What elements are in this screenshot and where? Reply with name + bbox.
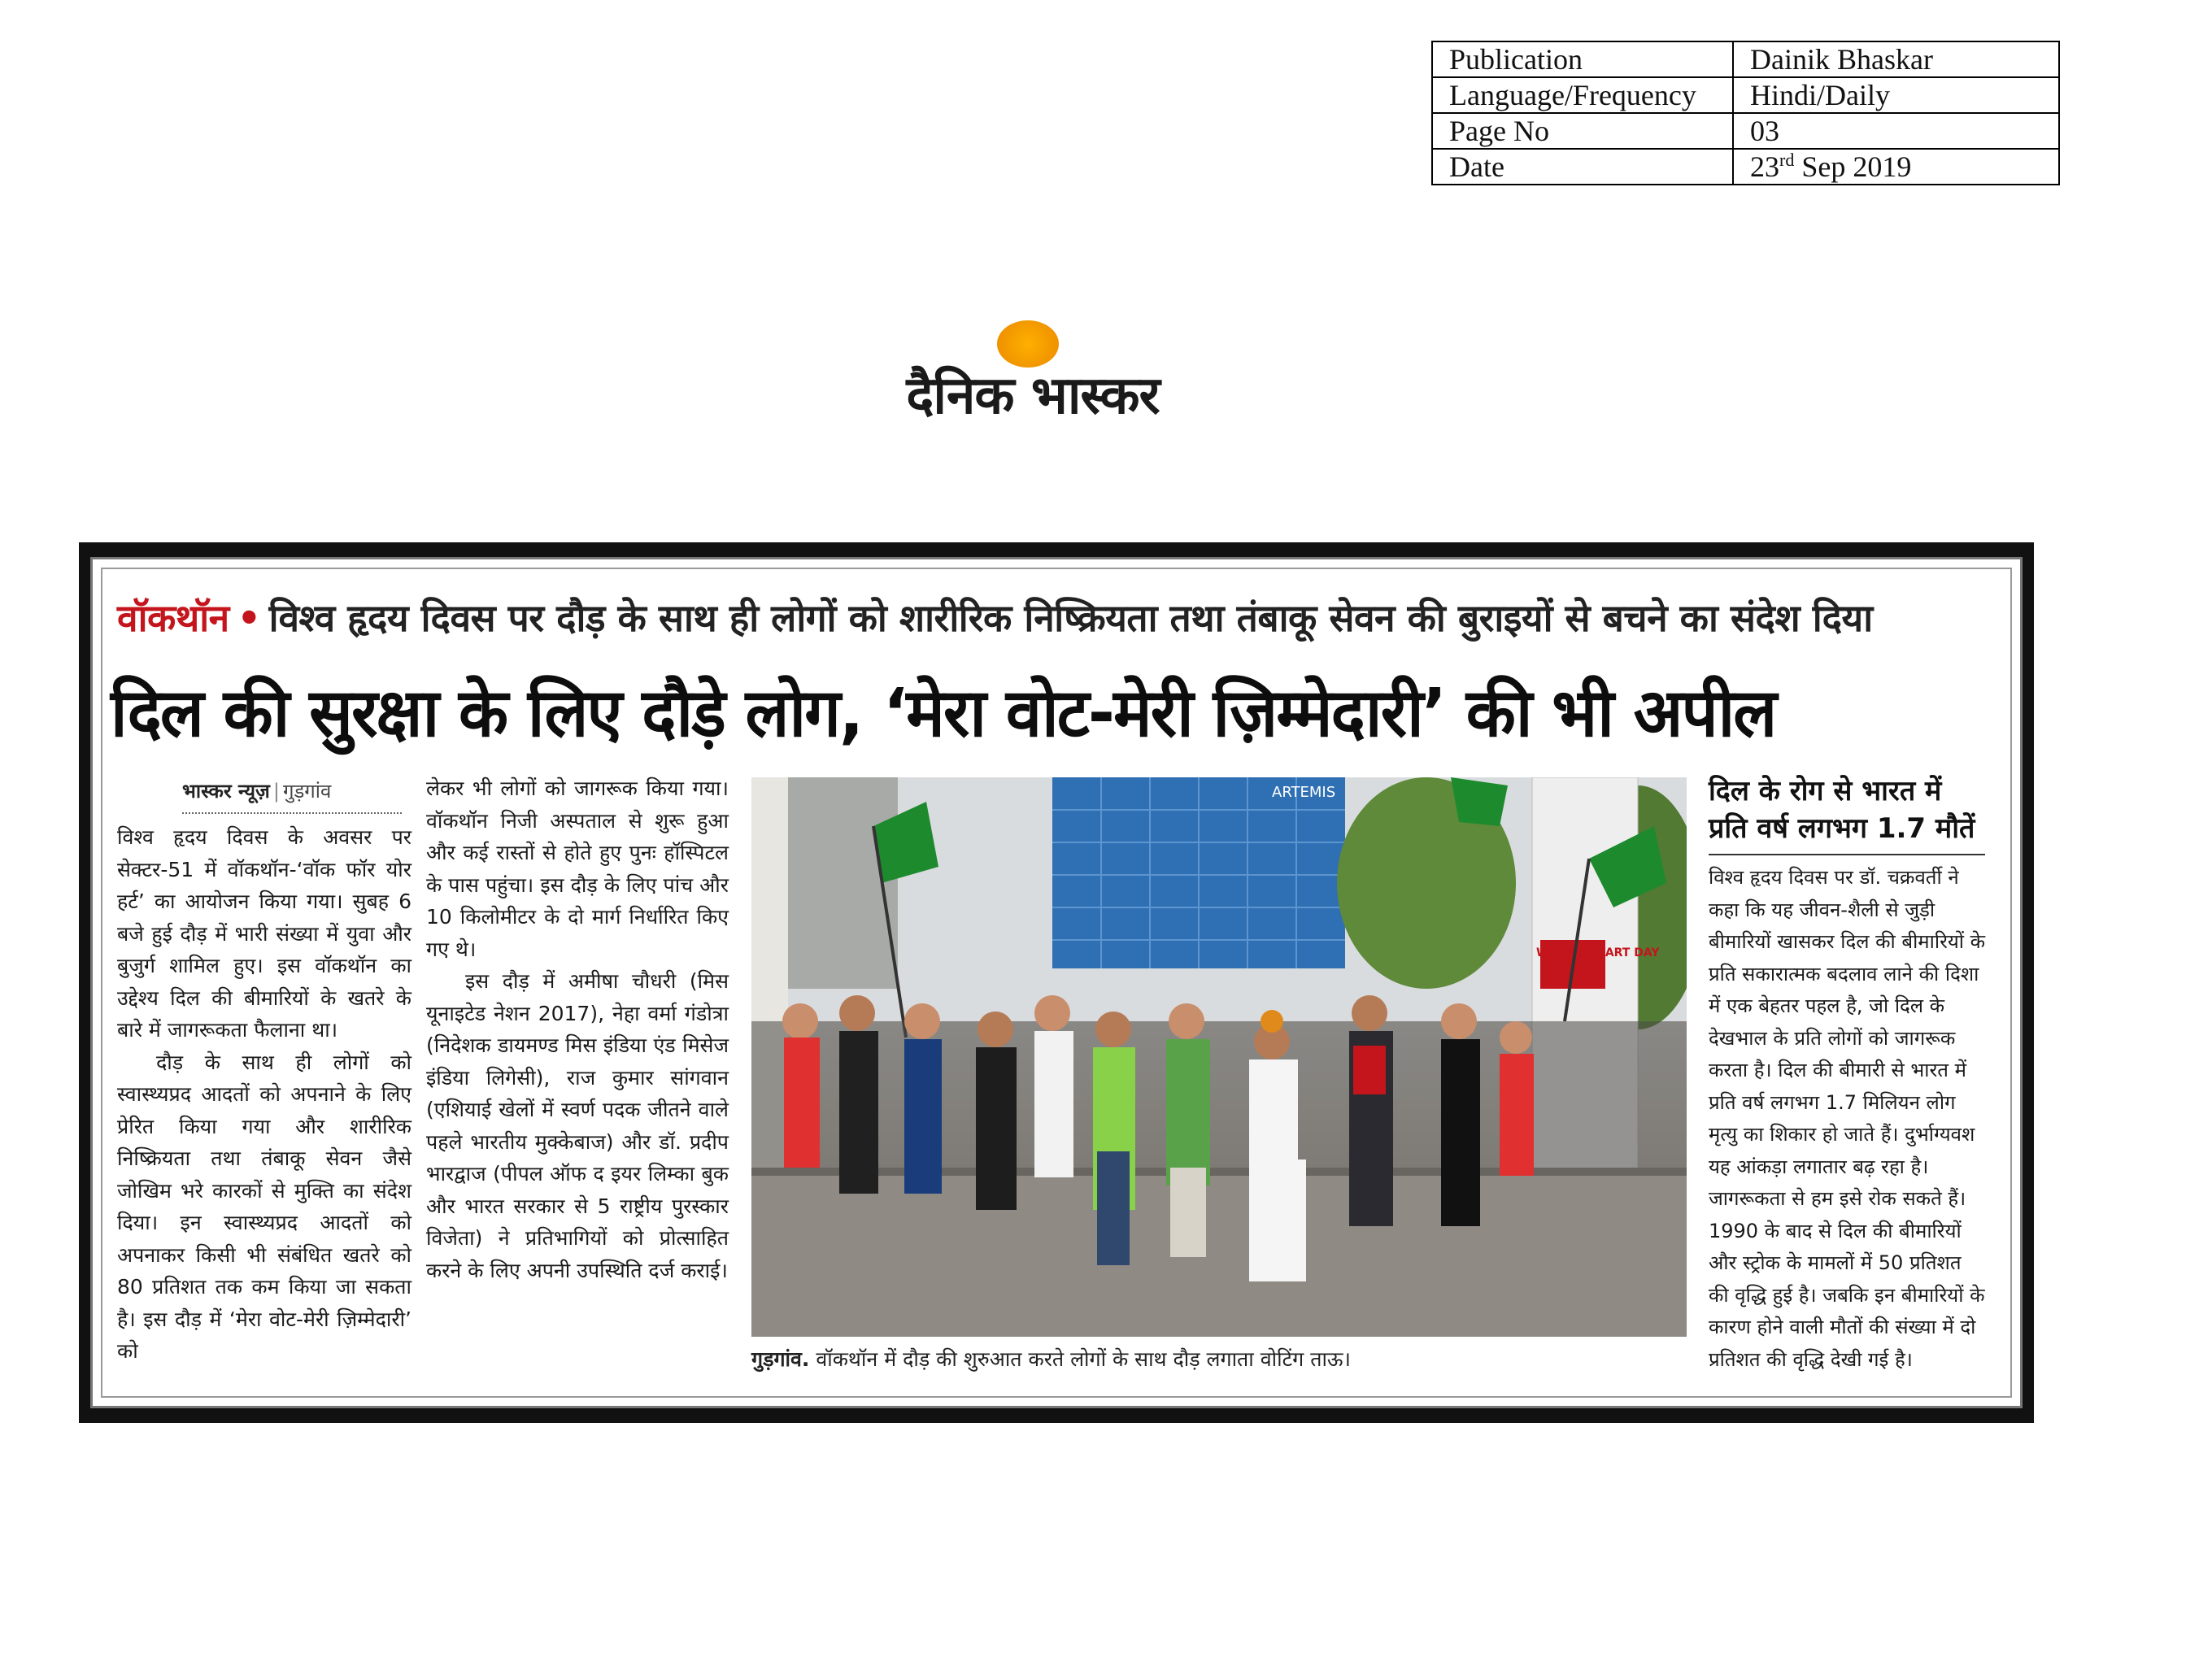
event-photo [751,777,1687,1337]
photo-caption [751,1345,1687,1373]
publication-info-table [1431,41,2060,185]
building-sign: ARTEMIS [1272,784,1336,801]
caption-place: गुड़गांव. [751,1347,810,1371]
meta-value: Hindi/Daily [1733,77,2059,113]
meta-value: 03 [1733,113,2059,149]
table-row [1432,113,2059,149]
article-column-1 [117,821,411,1368]
table-row [1432,41,2059,77]
byline [182,777,402,814]
divider [1709,854,1985,855]
byline-place: गुड़गांव [282,780,332,803]
banner-text: WORLD HEART DAY [1536,946,1660,959]
caption-text: वॉकथॉन में दौड़ की शुरुआत करते लोगों के साथ दौड़ लगाता वोटिंग ताऊ। [809,1347,1352,1371]
meta-label: Publication [1432,41,1733,77]
paragraph: विश्व हृदय दिवस के अवसर पर सेक्टर-51 में वॉकथॉन-‘वॉक फॉर योर हर्ट’ का आयोजन किया गया। सुबह 6 बजे हुई दौड़ में भारी संख्या में युवा और बुजुर्ग शामिल हुए। इस वॉकथॉन का उद्देश्य दिल की बीमारियों के खतरे के बारे में जागरूकता फैलाना था। [117,825,411,1042]
table-row [1432,77,2059,113]
kicker-tag: वॉकथॉन [117,596,229,640]
article-kicker [117,592,2020,642]
masthead-logo [846,309,1220,426]
byline-separator: | [272,780,280,803]
paragraph: लेकर भी लोगों को जागरूक किया गया। वॉकथॉन निजी अस्पताल से शुरू हुआ और कई रास्तों से होते हुए पुनः हॉस्पिटल के पास पहुंचा। इस दौड़ के लिए पांच और 10 किलोमीटर के दो मार्ग निर्धारित किए गए थे। [426,777,729,961]
date-rest: Sep 2019 [1794,150,1912,183]
meta-label: Date [1432,149,1733,185]
meta-label: Language/Frequency [1432,77,1733,113]
byline-source: भास्कर न्यूज़ [182,780,270,803]
meta-value [1733,149,2059,185]
sidebar-headline: दिल के रोग से भारत में प्रति वर्ष लगभग 1.7 मौतें [1709,775,1975,845]
meta-value: Dainik Bhaskar [1733,41,2059,77]
clipping-inner-frame [90,557,2023,1408]
sidebar-text: विश्व हृदय दिवस पर डॉ. चक्रवर्ती ने कहा कि यह जीवन-शैली से जुड़ी बीमारियों खासकर दिल की बीमारियों के प्रति सकारात्मक बदलाव लाने की दिशा में एक बेहतर पहल है, जो दिल के देखभाल के प्रति लोगों को जागरूक करता है। दिल की बीमारी से भारत में प्रति वर्ष लगभग 1.7 मिलियन लोग मृत्यु का शिकार हो जाते हैं। दुर्भाग्यवश यह आंकड़ा लगातार बढ़ रहा है। जागरूकता से हम इसे रोक सकते हैं। 1990 के बाद से दिल की बीमारियों और स्ट्रोक के मामलों में 50 प्रतिशत की वृद्धि हुई है। जबकि इन बीमारियों के कारण होने वाली मौतों की संख्या में दो प्रतिशत की वृद्धि देखी गई है। [1709,866,1986,1371]
date-day: 23 [1750,150,1779,183]
table-row [1432,149,2059,185]
date-suffix: rd [1779,150,1795,170]
photo-illustration [751,777,1687,1337]
paragraph: इस दौड़ में अमीषा चौधरी (मिस यूनाइटेड नेशन 2017), नेहा वर्मा गंडोत्रा (निदेशक डायमण्ड मिस इंडिया एंड मिसेज इंडिया लिगेसी), राज कुमार सांगवान (एशियाई खेलों में स्वर्ण पदक जीतने वाले पहले भारतीय मुक्केबाज) और डॉ. प्रदीप भारद्वाज (पीपल ऑफ द इयर लिम्का बुक और भारत सरकार से 5 राष्ट्रीय पुरस्कार विजेता) ने प्रतिभागियों को प्रोत्साहित करने के लिए अपनी उपस्थिति दर्ज कराई। [426,969,729,1282]
paragraph: दौड़ के साथ ही लोगों को स्वास्थ्यप्रद आदतों को अपनाने के लिए प्रेरित किया गया और शारीरिक निष्क्रियता तथा तंबाकू सेवन जैसे जोखिम भरे कारकों से मुक्ति का संदेश दिया। इन स्वास्थ्यप्रद आदतों को अपनाकर किसी भी संबंधित खतरे को 80 प्रतिशत तक कम किया जा सकता है। इस दौड़ में ‘मेरा वोट-मेरी ज़िम्मेदारी’ को [117,1050,411,1363]
masthead-name: दैनिक भास्कर [906,366,1160,426]
meta-label: Page No [1432,113,1733,149]
article-clipping [79,542,2034,1423]
kicker-bullet: • [237,596,261,640]
flag-icon [1451,777,1508,826]
article-headline: दिल की सुरक्षा के लिए दौड़े लोग, ‘मेरा वोट-मेरी ज़िम्मेदारी’ की भी अपील [111,675,1776,752]
kicker-text: विश्व हृदय दिवस पर दौड़ के साथ ही लोगों को शारीरिक निष्क्रियता तथा तंबाकू सेवन की बुराइयों से बचने का संदेश दिया [268,596,1873,640]
article-column-2 [426,772,729,1286]
